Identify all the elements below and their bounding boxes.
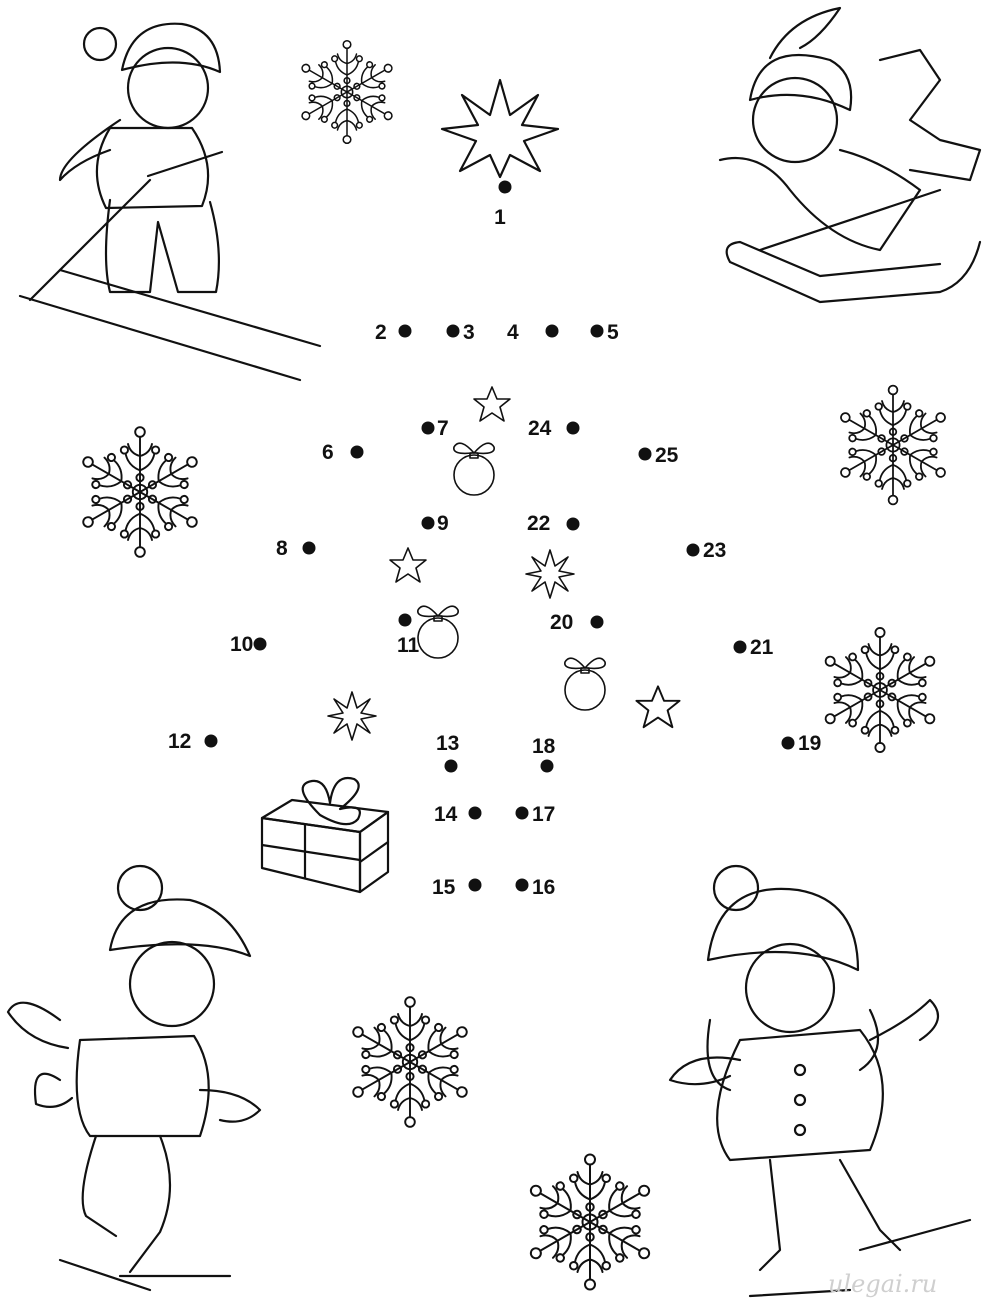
dot-label-5: 5 (607, 321, 619, 344)
dot-22 (567, 518, 580, 531)
dot-label-10: 10 (230, 633, 254, 656)
dot-label-12: 12 (168, 730, 192, 753)
dot-2 (399, 325, 412, 338)
skating-girl-figure (670, 866, 970, 1296)
dot-label-22: 22 (527, 512, 551, 535)
dot-16 (516, 879, 529, 892)
dot-7 (422, 422, 435, 435)
dot-15 (469, 879, 482, 892)
dot-4 (546, 325, 559, 338)
dot-label-24: 24 (528, 417, 552, 440)
dot-3 (447, 325, 460, 338)
star-icon (636, 686, 679, 727)
dot-25 (639, 448, 652, 461)
dot-to-dot-points (168, 181, 821, 900)
ornament-icon (454, 443, 494, 495)
dot-19 (782, 737, 795, 750)
dot-label-21: 21 (750, 636, 774, 659)
dot-20 (591, 616, 604, 629)
dot-18 (541, 760, 554, 773)
dot-label-9: 9 (437, 512, 449, 535)
dot-5 (591, 325, 604, 338)
snowflake-icon (295, 41, 399, 144)
dot-17 (516, 807, 529, 820)
dot-label-11: 11 (397, 634, 420, 657)
snowflake-icon (74, 427, 205, 557)
ornament-icon (565, 658, 605, 710)
dot-8 (303, 542, 316, 555)
snowflake-icon (817, 628, 943, 752)
star-icon (526, 550, 574, 598)
skating-boy-figure (8, 866, 260, 1290)
dot-label-6: 6 (322, 441, 334, 464)
dot-label-23: 23 (703, 539, 727, 562)
dot-23 (687, 544, 700, 557)
gift-icon (262, 778, 388, 892)
skier-child-figure (20, 24, 320, 380)
star-icon (390, 548, 426, 582)
dot-label-4: 4 (507, 321, 519, 344)
dot-label-19: 19 (798, 732, 822, 755)
star-icon (474, 387, 510, 421)
dot-10 (254, 638, 267, 651)
dot-21 (734, 641, 747, 654)
dot-label-17: 17 (532, 803, 556, 826)
dot-14 (469, 807, 482, 820)
top-star-icon (442, 80, 558, 177)
dot-13 (445, 760, 458, 773)
dot-label-2: 2 (375, 321, 387, 344)
dot-12 (205, 735, 218, 748)
dot-label-15: 15 (432, 876, 456, 899)
dot-label-8: 8 (276, 537, 288, 560)
dot-label-7: 7 (437, 417, 449, 440)
dot-11 (399, 614, 412, 627)
dot-label-13: 13 (436, 732, 460, 755)
snowflake-icon (522, 1155, 659, 1290)
dot-label-20: 20 (550, 611, 574, 634)
snowflake-icon (344, 997, 475, 1127)
dot-label-14: 14 (434, 803, 458, 826)
dot-6 (351, 446, 364, 459)
dot-24 (567, 422, 580, 435)
ornament-icon (418, 606, 458, 658)
watermark: ulegai.ru (828, 1270, 938, 1298)
snowflake-icon (833, 386, 953, 505)
dot-label-3: 3 (463, 321, 475, 344)
dot-label-25: 25 (655, 444, 679, 467)
dot-label-16: 16 (532, 876, 556, 899)
dot-label-18: 18 (532, 735, 556, 758)
dot-1 (499, 181, 512, 194)
sledding-child-figure (720, 8, 980, 302)
dot-9 (422, 517, 435, 530)
star-icon (328, 692, 376, 740)
dot-label-1: 1 (494, 206, 506, 229)
